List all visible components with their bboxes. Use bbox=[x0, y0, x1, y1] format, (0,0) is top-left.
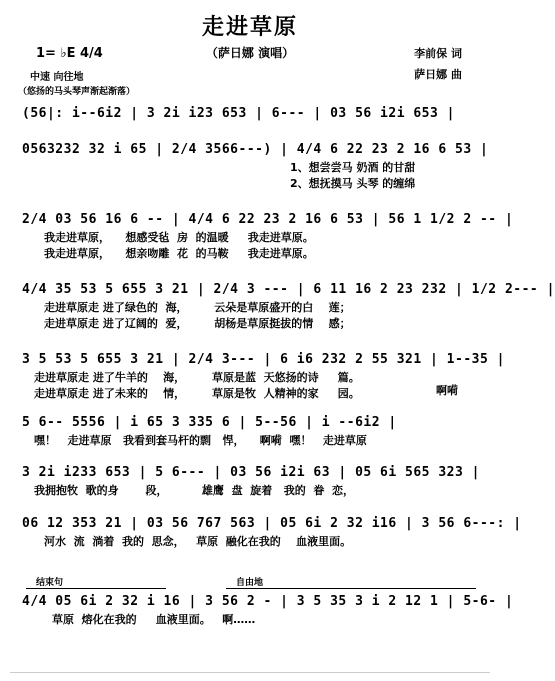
singer-credit: （萨日娜 演唱） bbox=[205, 46, 295, 60]
interjection-ahe: 啊嗬 bbox=[436, 384, 458, 397]
song-title: 走进草原 bbox=[201, 15, 298, 40]
notation: (56|: i--6i2 | 3 2i i23 653 | 6--- | 03 56 i2i 653 | bbox=[22, 106, 455, 121]
score-line-5 bbox=[22, 350, 505, 402]
notation: 5 6-- 5556 | i 65 3 335 6 | 5--56 | i --6i2 | bbox=[22, 415, 397, 430]
page-edge bbox=[10, 672, 490, 673]
score-line-7 bbox=[22, 463, 492, 499]
score-line-6 bbox=[22, 413, 492, 449]
notation: 0563232 32 i 65 | 2/4 3566---) | 4/4 6 22 23 2 16 6 53 | bbox=[22, 142, 489, 157]
lyric-verse-2: 走进草原走 进了未来的 情， 草原是牧 人精神的家 园。 bbox=[34, 387, 360, 400]
coda-label: 结束句 bbox=[36, 578, 64, 588]
score-line-4 bbox=[22, 280, 555, 332]
lyric-line: 河水 流 淌着 我的 思念， 草原 融化在我的 血液里面。 bbox=[44, 535, 352, 548]
score-line-2 bbox=[22, 140, 492, 192]
lyric-verse-2: 走进草原走 进了辽阔的 爱， 胡杨是草原挺拔的情 感； bbox=[44, 317, 351, 330]
notation: 4/4 35 53 5 655 3 21 | 2/4 3 --- | 6 11 16 2 23 232 | 1/2 2--- | bbox=[22, 282, 555, 297]
lyric-verse-2: 2、想抚摸马 头琴 的缠绵 bbox=[290, 177, 416, 190]
lyric-line: 我拥抱牧 歌的身 段， 雄鹰 盘 旋着 我的 眷 恋， bbox=[34, 484, 355, 497]
score-line-3 bbox=[22, 210, 514, 262]
notation: 2/4 03 56 16 6 -- | 4/4 6 22 23 2 16 6 53 | 56 1 1/2 2 -- | bbox=[22, 212, 514, 227]
lyric-verse-2: 我走进草原， 想亲吻雕 花 的马鞍 我走进草原。 bbox=[44, 247, 314, 260]
lyric-line: 嘿！ 走进草原 我看到套马杆的剽 悍， 啊嗬 嘿！ 走进草原 bbox=[34, 434, 367, 447]
lyric-verse-1: 走进草原走 进了牛羊的 海， 草原是蓝 天悠扬的诗 篇。 bbox=[34, 371, 360, 384]
notation: 4/4 05 6i 2 32 i 16 | 3 56 2 - | 3 5 35 3 i 2 12 1 | 5-6- | bbox=[22, 594, 514, 609]
lyric-verse-1: 1、想尝尝马 奶酒 的甘甜 bbox=[290, 161, 416, 174]
notation: 06 12 353 21 | 03 56 767 563 | 05 6i 2 32 i16 | 3 56 6---: | bbox=[22, 516, 522, 531]
notation: 3 2i i233 653 | 5 6--- | 03 56 i2i 63 | 05 6i 565 323 | bbox=[22, 465, 480, 480]
score-line-8 bbox=[22, 514, 522, 550]
composer-credit: 萨日娜 曲 bbox=[414, 68, 462, 81]
key-signature: 1= ♭E 4/4 bbox=[36, 46, 103, 61]
coda-bracket bbox=[26, 588, 166, 589]
lyric-verse-1: 我走进草原， 想感受毡 房 的温暖 我走进草原。 bbox=[44, 231, 314, 244]
lyric-line: 草原 熔化在我的 血液里面。 啊…… bbox=[52, 613, 256, 626]
free-tempo-label: 自由地 bbox=[236, 578, 264, 588]
lyric-verse-1: 走进草原走 进了绿色的 海， 云朵是草原盛开的白 莲； bbox=[44, 301, 351, 314]
lyricist-credit: 李前保 词 bbox=[414, 47, 462, 60]
intro-note: （悠扬的马头琴声渐起渐落） bbox=[18, 87, 136, 97]
score-line-9 bbox=[22, 592, 514, 628]
free-tempo-bracket bbox=[226, 588, 476, 589]
tempo-marking: 中速 向往地 bbox=[30, 72, 84, 83]
notation: 3 5 53 5 655 3 21 | 2/4 3--- | 6 i6 232 2 55 321 | 1--35 | bbox=[22, 352, 505, 367]
score-line-1 bbox=[22, 104, 492, 124]
